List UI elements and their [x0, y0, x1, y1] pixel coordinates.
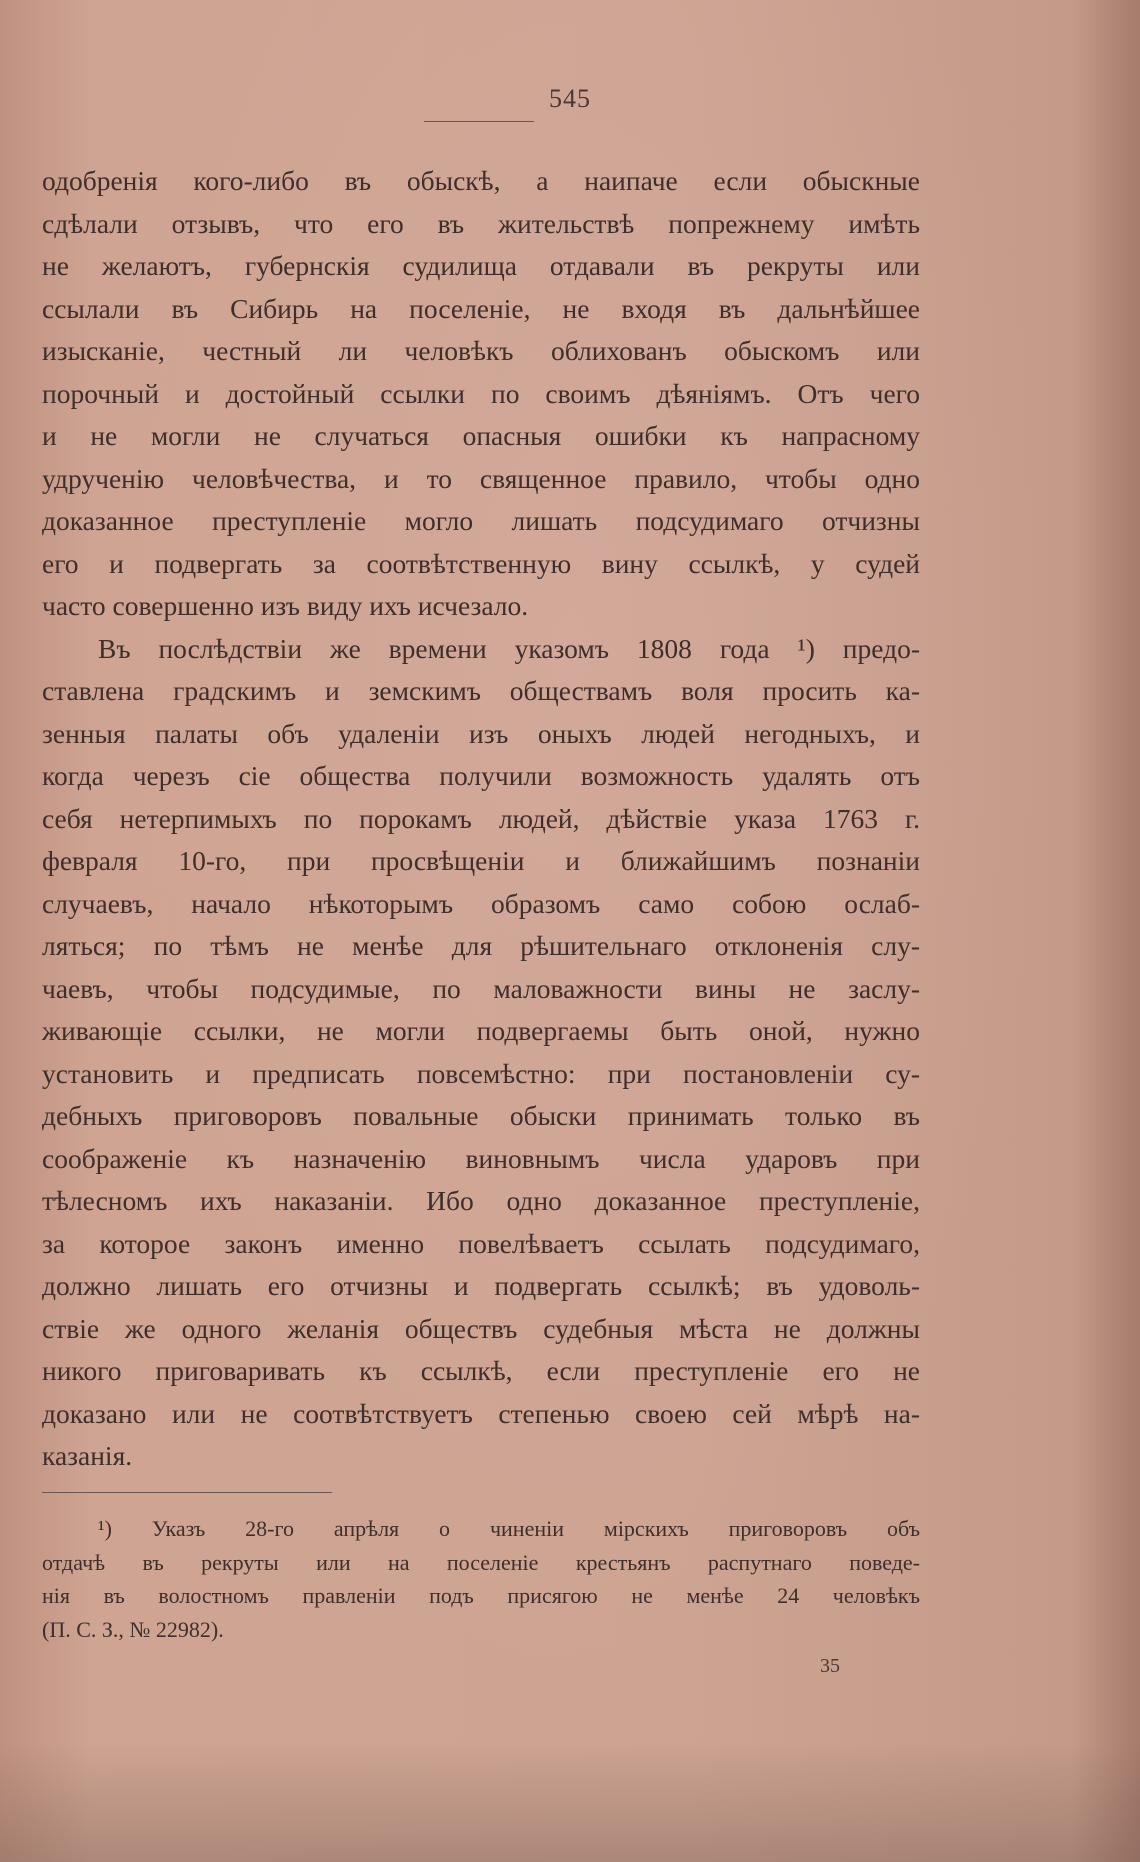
footnote-line: (П. С. З., № 22982). [42, 1616, 224, 1642]
text-line: казанія. [42, 1440, 133, 1471]
text-line: февраля 10-го, при просвѣщеніи и ближайшимъ познаніи [42, 845, 920, 876]
text-line: себя нетерпимыхъ по порокамъ людей, дѣйствіе указа 1763 г. [42, 802, 920, 834]
text-line: соображеніе къ назначенію виновнымъ числа ударовъ при [42, 1142, 920, 1174]
footnote-line: ¹) Указъ 28-го апрѣля о чиненіи мірскихъ приговоровъ объ [98, 1516, 920, 1541]
text-line: одобренія кого-либо въ обыскѣ, а наипаче если обыскные [42, 165, 920, 196]
text-line: когда черезъ сіе общества получили возможность удалять отъ [42, 760, 920, 791]
text-line: доказанное преступленіе могло лишать подсудимаго отчизны [42, 505, 920, 536]
text-line: порочный и достойный ссылки по своимъ дѣяніямъ. Отъ чего [42, 377, 920, 409]
footnote [42, 1512, 920, 1646]
text-line: изысканіе, честный ли человѣкъ облихованъ обыскомъ или [42, 335, 920, 366]
text-line: зенныя палаты объ удаленіи изъ оныхъ людей негодныхъ, и [42, 717, 920, 749]
text-line: не желаютъ, губернскія судилища отдавали въ рекруты или [42, 250, 920, 281]
text-line: дебныхъ приговоровъ повальные обыски принимать только въ [42, 1100, 920, 1131]
text-line: должно лишать его отчизны и подвергать ссылкѣ; въ удоволь- [42, 1270, 920, 1301]
text-line: его и подвергать за соотвѣтственную вину ссылкѣ, у судей [42, 547, 920, 579]
text-line: установить и предписать повсемѣстно: при постановленіи су- [42, 1057, 920, 1089]
body-text [42, 160, 920, 1478]
text-line: сдѣлали отзывъ, что его въ жительствѣ попрежнему имѣть [42, 207, 920, 239]
text-line: никого приговаривать къ ссылкѣ, если преступленіе его не [42, 1355, 920, 1386]
footnote-line: нія въ волостномъ правленіи подъ присягою не менѣе 24 человѣкъ [42, 1583, 920, 1608]
text-line: ствіе же одного желанія обществъ судебныя мѣста не должны [42, 1312, 920, 1344]
text-line: ставлена градскимъ и земскимъ обществамъ воля просить ка- [42, 675, 920, 706]
header-rule [424, 121, 534, 122]
text-line: Въ послѣдствіи же времени указомъ 1808 года ¹) предо- [98, 632, 920, 664]
footnote-rule [42, 1492, 332, 1493]
text-line: удрученію человѣчества, и то священное правило, чтобы одно [42, 462, 920, 494]
text-line: живающіе ссылки, не могли подвергаемы быть оной, нужно [42, 1015, 920, 1046]
footnote-line: отдачѣ въ рекруты или на поселеніе крестьянъ распутнаго поведе- [42, 1549, 920, 1575]
text-line: ляться; по тѣмъ не менѣе для рѣшительнаго отклоненія слу- [42, 930, 920, 961]
text-line: часто совершенно изъ виду ихъ исчезало. [42, 590, 529, 621]
text-line: чаевъ, чтобы подсудимые, по маловажности вины не заслу- [42, 972, 920, 1004]
text-line: тѣлесномъ ихъ наказаніи. Ибо одно доказанное преступленіе, [42, 1185, 920, 1216]
text-line: за которое законъ именно повелѣваетъ ссылать подсудимаго, [42, 1227, 920, 1259]
text-line: доказано или не соотвѣтствуетъ степенью своею сей мѣрѣ на- [42, 1397, 920, 1429]
text-line: ссылали въ Сибирь на поселеніе, не входя въ дальнѣйшее [42, 292, 920, 324]
text-line: случаевъ, начало нѣкоторымъ образомъ само собою ослаб- [42, 887, 920, 919]
page-number: 545 [549, 84, 591, 113]
signature-mark: 35 [820, 1655, 840, 1677]
text-line: и не могли не случаться опасныя ошибки къ напрасному [42, 420, 920, 451]
